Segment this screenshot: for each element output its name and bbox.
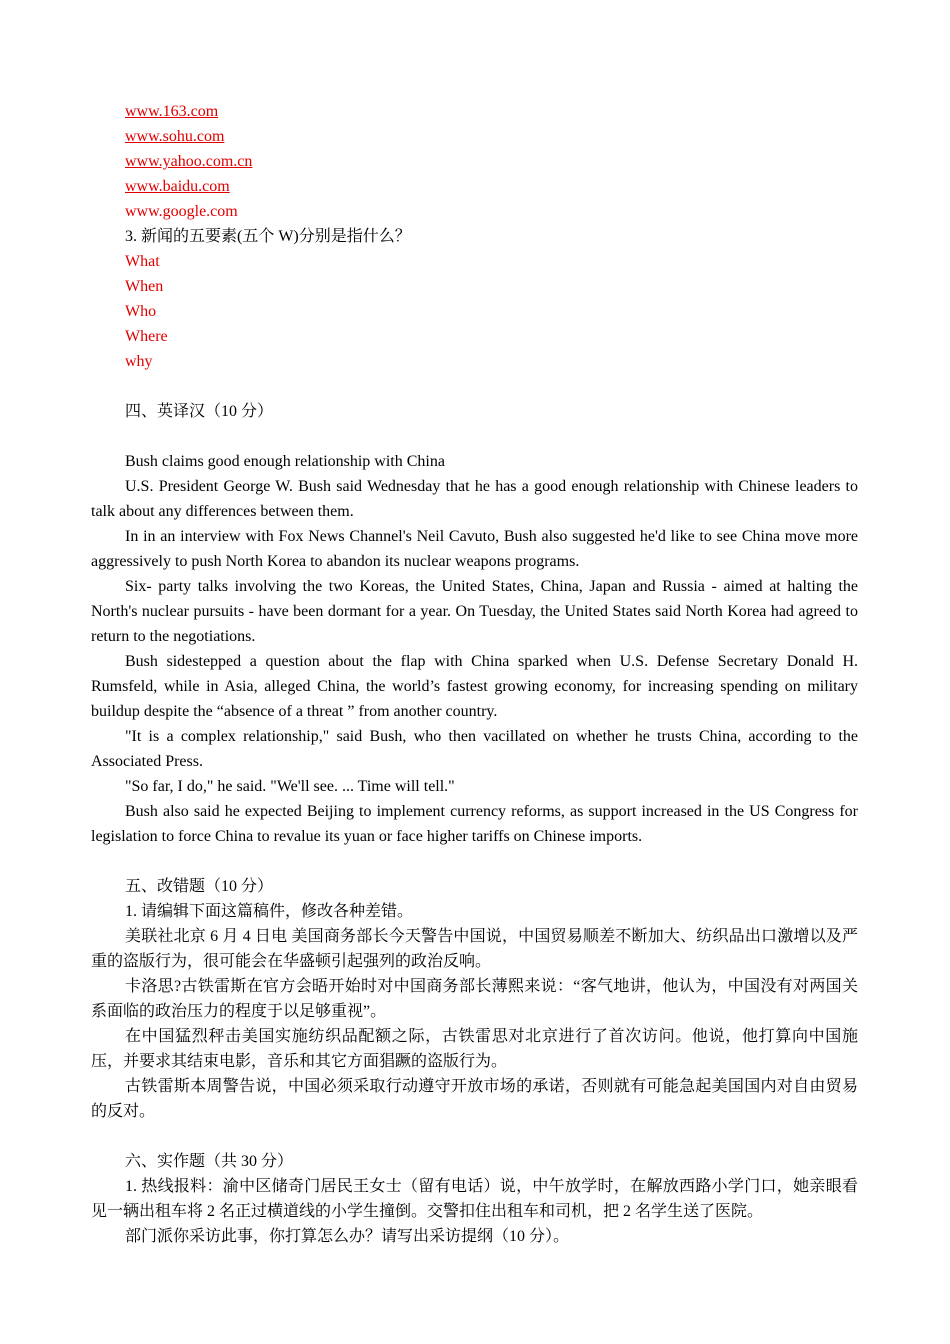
answer-when: When [125,278,164,295]
link-sohu[interactable]: www.sohu.com [125,128,225,145]
article-paragraph: U.S. President George W. Bush said Wednesday that he has a good enough relationship with Chinese leaders to talk about any differences between them. [91,478,858,520]
article-paragraph: "It is a complex relationship," said Bush, who then vacillated on whether he trusts China, according to the Associated Press. [91,728,858,770]
article-paragraph: Bush sidestepped a question about the flap with China sparked when U.S. Defense Secretary Donald H. Rumsfeld, while in Asia, alleged China, the world’s fastest growing economy, for increasing spending on military buildup despite the “absence of a threat ” from another country. [91,653,858,720]
correction-paragraph: 美联社北京 6 月 4 日电 美国商务部长今天警告中国说，中国贸易顺差不断加大、纺织品出口激增以及严重的盗版行为，很可能会在华盛顿引起强列的政治反响。 [91,928,858,970]
section-6-heading: 六、实作题（共 30 分） [125,1153,294,1170]
link-yahoo[interactable]: www.yahoo.com.cn [125,153,253,170]
section-5-task: 1. 请编辑下面这篇稿件，修改各种差错。 [125,903,414,920]
link-163[interactable]: www.163.com [125,103,219,120]
section-4-heading: 四、英译汉（10 分） [125,403,274,420]
article-paragraph: "So far, I do," he said. "We'll see. ... Time will tell." [125,778,455,795]
answer-why: why [125,353,153,370]
link-baidu[interactable]: www.baidu.com [125,178,230,195]
correction-paragraph: 古铁雷斯本周警告说，中国必须采取行动遵守开放市场的承诺，否则就有可能急起美国国内对自由贸易的反对。 [91,1078,858,1120]
practice-paragraph: 1. 热线报料：渝中区储奇门居民王女士（留有电话）说，中午放学时，在解放西路小学门口，她亲眼看见一辆出租车将 2 名正过横道线的小学生撞倒。交警扣住出租车和司机，把 2 名学生送了医院。 [91,1178,858,1220]
text-google: www.google.com [125,203,238,220]
article-paragraph: In in an interview with Fox News Channel's Neil Cavuto, Bush also suggested he'd like to see China move more aggressively to push North Korea to abandon its nuclear weapons programs. [91,528,858,570]
article-paragraph: Bush also said he expected Beijing to implement currency reforms, as support increased in the US Congress for legislation to force China to revalue its yuan or face higher tariffs on Chinese imports. [91,803,858,845]
article-title: Bush claims good enough relationship with China [125,453,445,470]
correction-paragraph: 在中国猛烈秤击美国实施纺织品配额之际，古铁雷思对北京进行了首次访问。他说，他打算向中国施压，并要求其结束电影，音乐和其它方面猖蹶的盗版行为。 [91,1028,858,1070]
document-page [91,99,858,1249]
answer-what: What [125,253,160,270]
answer-where: Where [125,328,168,345]
correction-paragraph: 卡洛思?古铁雷斯在官方会晤开始时对中国商务部长薄熙来说：“客气地讲，他认为，中国没有对两国关系面临的政治压力的程度于以足够重视”。 [91,978,858,1020]
section-5-heading: 五、改错题（10 分） [125,878,274,895]
link-list [91,99,858,124]
answer-who: Who [125,303,157,320]
question-3: 3. 新闻的五要素(五个 W)分别是指什么？ [125,228,411,245]
practice-paragraph: 部门派你采访此事，你打算怎么办？请写出采访提纲（10 分）。 [125,1228,570,1245]
article-paragraph: Six- party talks involving the two Koreas, the United States, China, Japan and Russia - aimed at halting the North's nuclear pursuits - have been dormant for a year. On Tuesday, the United States said North Korea had agreed to return to the negotiations. [91,578,858,645]
